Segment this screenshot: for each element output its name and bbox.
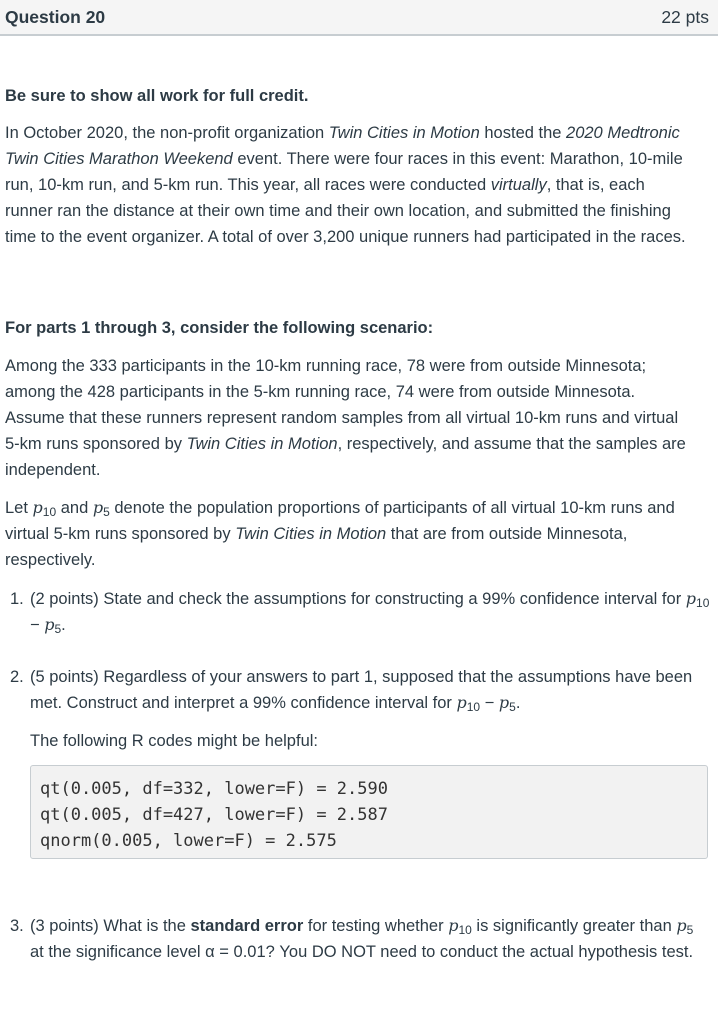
- r-code-helper-text: The following R codes might be helpful:: [30, 732, 318, 750]
- question-header: [0, 0, 718, 36]
- part-2-text: (5 points) Regardless of your answers to part 1, supposed that the assumptions have been met. Construct and interpret a 99% confidence interval for $p_{10} - p_5$.: [30, 668, 693, 714]
- code-line: qnorm(0.005, lower=F) = 2.575: [40, 831, 337, 851]
- part-1-text: (2 points) State and check the assumptions for constructing a 99% confidence interval for $p_{10} - p_5$.: [30, 589, 710, 636]
- scenario-paragraph: Among the 333 participants in the 10-km running race, 78 were from outside Minnesota; among the 428 participants in the 5-km running race, 74 were from outside Minnesota. Assume that these runners represent random samples from all virtual 10-km runs and virtual 5-km runs sponsored by Twin Cities in Motion, respectively, and assume that the samples are independent.: [5, 357, 686, 479]
- part-2: 2. (5 points) Regardless of your answers to part 1, supposed that the assumptions have been met. Construct and interpret a 99% confidence interval for $p_{10} - p_5$. The following R codes might be helpful:: [10, 664, 710, 754]
- code-line: qt(0.005, df=427, lower=F) = 2.587: [40, 805, 388, 825]
- intro-heading: Be sure to show all work for full credit.: [5, 87, 309, 105]
- notation-paragraph: Let $p_{10}$ and $p_5$ denote the population proportions of participants of all virtual 10-km runs and virtual 5-km runs sponsored by Twin Cities in Motion that are from outside Minnesota, respectively.: [5, 498, 675, 569]
- intro-paragraph: In October 2020, the non-profit organization Twin Cities in Motion hosted the 2020 Medtronic Twin Cities Marathon Weekend event. There were four races in this event: Marathon, 10-mile run, 10-km run, and 5-km run. This year, all races were conducted virtually, that is, each runner ran the distance at their own time and their own location, and submitted the finishing time to the event organizer. A total of over 3,200 unique runners had participated in the races.: [5, 124, 686, 246]
- scenario-heading: For parts 1 through 3, consider the following scenario:: [5, 319, 434, 337]
- part-3: 3. (3 points) What is the standard error for testing whether $p_{10}$ is significantly greater than $p_5$ at the significance level α = 0.01? You DO NOT need to conduct the actual hypothesis test.: [10, 913, 710, 965]
- code-line: qt(0.005, df=332, lower=F) = 2.590: [40, 779, 388, 799]
- question-title: Question 20: [5, 6, 106, 27]
- r-code-block: [30, 765, 708, 859]
- part-1: 1. (2 points) State and check the assumptions for constructing a 99% confidence interval for $p_{10} - p_5$.: [10, 586, 710, 638]
- question-points: 22 pts: [661, 6, 709, 27]
- part-3-text: (3 points) What is the standard error for testing whether $p_{10}$ is significantly greater than $p_5$ at the significance level α = 0.01? You DO NOT need to conduct the actual hypothesis test.: [30, 916, 694, 961]
